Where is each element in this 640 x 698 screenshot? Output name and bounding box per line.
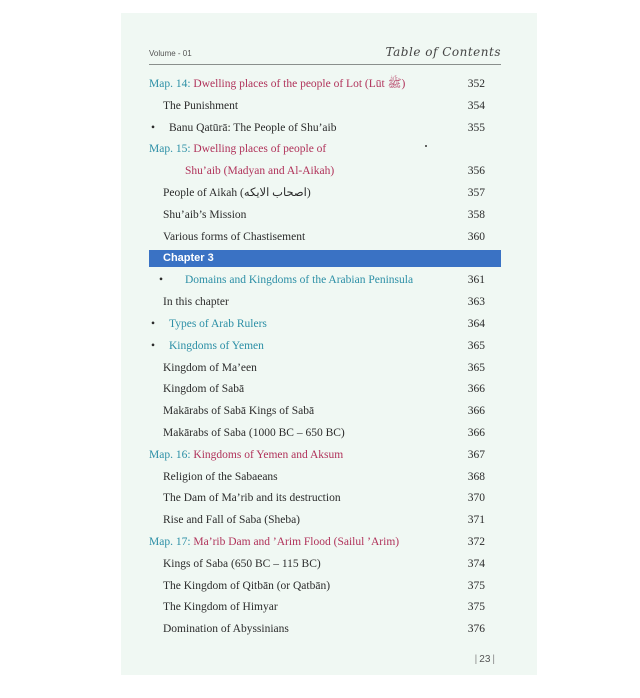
chapter-label: Chapter 3 [163, 252, 214, 265]
map-caption: Dwelling places of people of [193, 143, 327, 156]
bullet-icon: • [151, 317, 156, 330]
toc-entry [149, 488, 501, 510]
toc-entry [149, 336, 501, 358]
toc-page-number: 361 [467, 274, 485, 287]
chapter-heading [149, 250, 501, 267]
toc-page-number: 365 [467, 361, 485, 374]
toc-page-number: 368 [467, 470, 485, 483]
map-caption: Shu’aib (Madyan and Al-Aikah) [185, 165, 335, 178]
toc-entry [149, 510, 501, 532]
volume-label: Volume - 01 [149, 49, 192, 58]
bullet-icon: • [159, 274, 164, 287]
toc-section-1 [149, 74, 501, 248]
toc-map-title [149, 143, 326, 155]
table-of-contents-title: Table of Contents [385, 45, 501, 59]
toc-page-number: 354 [467, 99, 485, 112]
toc-entry-title: The Punishment [163, 99, 239, 112]
toc-entry [149, 532, 501, 554]
map-number: Map. 17: [149, 535, 194, 548]
toc-page-number: 366 [467, 405, 485, 418]
toc-page-number: 364 [467, 317, 485, 330]
page-footer: | 23 | [474, 654, 495, 665]
toc-entry-title: Kings of Saba (650 BC – 115 BC) [163, 557, 321, 570]
toc-page-number: 375 [467, 579, 485, 592]
toc-entry [149, 161, 501, 183]
toc-page-number: 374 [467, 557, 485, 570]
toc-page-number: 372 [467, 535, 485, 548]
map-number: Map. 15: [149, 143, 194, 156]
toc-page-number: 365 [467, 339, 485, 352]
toc-map-title [149, 536, 399, 548]
toc-entry-title: Religion of the Sabaeans [163, 470, 278, 483]
toc-entry [149, 358, 501, 380]
toc-entry-title: Banu Qatūrā: The People of Shu’aib [169, 121, 337, 134]
toc-entry-title: Domains and Kingdoms of the Arabian Peninsula [185, 274, 414, 287]
toc-page-number: 356 [467, 165, 485, 178]
toc-page-number: 376 [467, 623, 485, 636]
toc-page-number: 366 [467, 383, 485, 396]
bullet-icon: • [151, 121, 156, 134]
toc-entry-title: People of Aikah (اصحاب الایکه) [163, 186, 311, 199]
toc-entry-title: Kingdoms of Yemen [169, 339, 264, 352]
map-caption: Dwelling places of the people of Lot (Lūt ﷺ) [193, 78, 406, 90]
toc-entry [149, 183, 501, 205]
toc-page-number: 371 [467, 514, 485, 527]
page-header [149, 45, 501, 65]
page-number: 23 [479, 654, 491, 665]
toc-page-number: 367 [467, 448, 485, 461]
toc-entry-title: The Dam of Ma’rib and its destruction [163, 492, 341, 505]
toc-entry-title: Makārabs of Sabā Kings of Sabā [163, 405, 315, 418]
toc-entry [149, 379, 501, 401]
toc-page-number: 366 [467, 426, 485, 439]
toc-entry-title: Kingdom of Sabā [163, 383, 245, 396]
toc-entry-title: Kingdom of Ma’een [163, 361, 257, 374]
toc-entry [149, 74, 501, 96]
toc-entry-title: Rise and Fall of Saba (Sheba) [163, 514, 301, 527]
toc-entry-title: Shu’aib’s Mission [163, 208, 247, 221]
toc-entry [149, 423, 501, 445]
toc-entry-title: The Kingdom of Qitbān (or Qatbān) [163, 579, 331, 592]
toc-entry [149, 96, 501, 118]
toc-page-number: 358 [467, 208, 485, 221]
toc-entry [149, 576, 501, 598]
toc-list [149, 74, 501, 641]
toc-entry [149, 314, 501, 336]
toc-entry [149, 118, 501, 140]
toc-entry [149, 467, 501, 489]
toc-page-number: 352 [467, 78, 485, 90]
map-caption: Ma’rib Dam and ’Arim Flood (Sailul ’Arim) [193, 535, 400, 548]
toc-page-number: 370 [467, 492, 485, 505]
toc-entry [149, 554, 501, 576]
toc-page-number: 355 [467, 121, 485, 134]
toc-entry-title: Various forms of Chastisement [163, 230, 306, 243]
toc-entry-title: Types of Arab Rulers [169, 317, 267, 330]
header-divider [149, 64, 501, 65]
toc-map-title [149, 78, 405, 90]
toc-entry [149, 227, 501, 249]
toc-entry [149, 619, 501, 641]
toc-entry [149, 205, 501, 227]
bullet-icon: • [151, 339, 156, 352]
toc-entry [149, 445, 501, 467]
toc-entry-title: Domination of Abyssinians [163, 623, 289, 636]
book-page [121, 13, 537, 675]
toc-entry [149, 292, 501, 314]
toc-page-number: 375 [467, 601, 485, 614]
toc-page-number: 360 [467, 230, 485, 243]
toc-entry-title: The Kingdom of Himyar [163, 601, 278, 614]
toc-entry-title: In this chapter [163, 296, 229, 309]
toc-entry [149, 401, 501, 423]
map-number: Map. 16: [149, 448, 194, 461]
map-caption: Kingdoms of Yemen and Aksum [193, 448, 344, 461]
map-number: Map. 14: [149, 78, 194, 90]
toc-entry [149, 139, 501, 161]
toc-page-number: 363 [467, 296, 485, 309]
toc-entry [149, 597, 501, 619]
toc-page-number: 357 [467, 186, 485, 199]
toc-map-title [149, 449, 343, 461]
toc-section-2 [149, 270, 501, 641]
toc-entry [149, 270, 501, 292]
toc-entry-title: Makārabs of Saba (1000 BC – 650 BC) [163, 426, 345, 439]
